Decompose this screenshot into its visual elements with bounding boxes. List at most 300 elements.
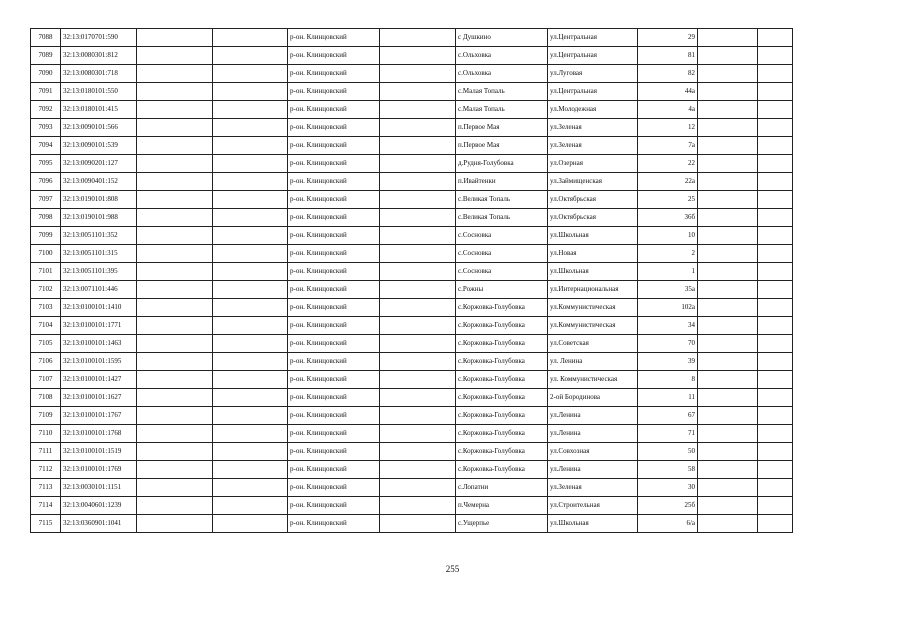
empty-cell (698, 407, 758, 425)
row-number-cell: 7096 (31, 173, 61, 191)
empty-cell (213, 47, 288, 65)
district-cell: р-он. Клинцовский (288, 191, 380, 209)
empty-cell (213, 515, 288, 533)
district-cell: р-он. Клинцовский (288, 335, 380, 353)
district-cell: р-он. Клинцовский (288, 209, 380, 227)
table-row (31, 407, 793, 425)
row-number-cell: 7095 (31, 155, 61, 173)
settlement-cell: с.Лопатни (456, 479, 548, 497)
empty-cell (137, 263, 213, 281)
empty-cell (698, 371, 758, 389)
street-cell: ул.Коммунистическая (548, 317, 638, 335)
street-cell: ул.Строительная (548, 497, 638, 515)
table-row (31, 317, 793, 335)
empty-cell (758, 101, 793, 119)
settlement-cell: с.Сосновка (456, 227, 548, 245)
row-number-cell: 7093 (31, 119, 61, 137)
page-number: 255 (445, 564, 460, 574)
house-number-cell: 30 (638, 479, 698, 497)
table-row (31, 191, 793, 209)
district-cell: р-он. Клинцовский (288, 443, 380, 461)
row-number-cell: 7100 (31, 245, 61, 263)
empty-cell (758, 29, 793, 47)
empty-cell (380, 155, 456, 173)
district-cell: р-он. Клинцовский (288, 497, 380, 515)
empty-cell (758, 443, 793, 461)
empty-cell (758, 47, 793, 65)
settlement-cell: с.Сосновка (456, 245, 548, 263)
empty-cell (137, 335, 213, 353)
cadastral-number-cell: 32:13:0051101:315 (61, 245, 137, 263)
empty-cell (380, 173, 456, 191)
cadastral-number-cell: 32:13:0090101:539 (61, 137, 137, 155)
empty-cell (380, 461, 456, 479)
district-cell: р-он. Клинцовский (288, 425, 380, 443)
empty-cell (698, 335, 758, 353)
street-cell: ул.Коммунистическая (548, 299, 638, 317)
street-cell: 2-ой Бородинова (548, 389, 638, 407)
table-row (31, 101, 793, 119)
house-number-cell: 67 (638, 407, 698, 425)
table-row (31, 83, 793, 101)
empty-cell (213, 209, 288, 227)
cadastral-number-cell: 32:13:0360901:1041 (61, 515, 137, 533)
house-number-cell: 11 (638, 389, 698, 407)
empty-cell (698, 137, 758, 155)
empty-cell (758, 299, 793, 317)
street-cell: ул.Ленина (548, 425, 638, 443)
house-number-cell: 58 (638, 461, 698, 479)
row-number-cell: 7101 (31, 263, 61, 281)
street-cell: ул.Совхозная (548, 443, 638, 461)
row-number-cell: 7109 (31, 407, 61, 425)
empty-cell (758, 137, 793, 155)
cadastral-number-cell: 32:13:0051101:352 (61, 227, 137, 245)
empty-cell (758, 479, 793, 497)
settlement-cell: с.Коржовка-Голубовка (456, 353, 548, 371)
empty-cell (380, 29, 456, 47)
empty-cell (137, 353, 213, 371)
empty-cell (380, 389, 456, 407)
empty-cell (758, 173, 793, 191)
house-number-cell: 4а (638, 101, 698, 119)
register-rows (31, 29, 793, 533)
empty-cell (380, 47, 456, 65)
street-cell: ул.Октябрьская (548, 209, 638, 227)
house-number-cell: 50 (638, 443, 698, 461)
empty-cell (213, 119, 288, 137)
empty-cell (380, 371, 456, 389)
table-row (31, 245, 793, 263)
house-number-cell: 1 (638, 263, 698, 281)
empty-cell (698, 497, 758, 515)
empty-cell (698, 191, 758, 209)
empty-cell (380, 65, 456, 83)
district-cell: р-он. Клинцовский (288, 371, 380, 389)
cadastral-number-cell: 32:13:0190101:988 (61, 209, 137, 227)
table-row (31, 461, 793, 479)
settlement-cell: с.Рожны (456, 281, 548, 299)
empty-cell (137, 245, 213, 263)
empty-cell (380, 83, 456, 101)
row-number-cell: 7104 (31, 317, 61, 335)
empty-cell (380, 335, 456, 353)
settlement-cell: с.Коржовка-Голубовка (456, 407, 548, 425)
empty-cell (758, 227, 793, 245)
table-row (31, 515, 793, 533)
empty-cell (698, 299, 758, 317)
house-number-cell: 39 (638, 353, 698, 371)
district-cell: р-он. Клинцовский (288, 263, 380, 281)
settlement-cell: с.Коржовка-Голубовка (456, 335, 548, 353)
cadastral-number-cell: 32:13:0190101:808 (61, 191, 137, 209)
street-cell: ул.Ленина (548, 461, 638, 479)
cadastral-number-cell: 32:13:0090101:566 (61, 119, 137, 137)
table-row (31, 155, 793, 173)
empty-cell (698, 29, 758, 47)
row-number-cell: 7098 (31, 209, 61, 227)
empty-cell (213, 281, 288, 299)
empty-cell (758, 155, 793, 173)
street-cell: ул.Озерная (548, 155, 638, 173)
empty-cell (380, 119, 456, 137)
table-row (31, 65, 793, 83)
district-cell: р-он. Клинцовский (288, 299, 380, 317)
house-number-cell: 82 (638, 65, 698, 83)
settlement-cell: с.Ущерпье (456, 515, 548, 533)
empty-cell (137, 101, 213, 119)
row-number-cell: 7111 (31, 443, 61, 461)
empty-cell (213, 101, 288, 119)
empty-cell (758, 335, 793, 353)
district-cell: р-он. Клинцовский (288, 29, 380, 47)
cadastral-number-cell: 32:13:0040601:1239 (61, 497, 137, 515)
district-cell: р-он. Клинцовский (288, 173, 380, 191)
table-row (31, 119, 793, 137)
table-row (31, 173, 793, 191)
empty-cell (213, 335, 288, 353)
street-cell: ул.Октябрьская (548, 191, 638, 209)
empty-cell (137, 281, 213, 299)
settlement-cell: с.Сосновка (456, 263, 548, 281)
empty-cell (380, 245, 456, 263)
settlement-cell: с.Малая Топаль (456, 83, 548, 101)
empty-cell (137, 497, 213, 515)
cadastral-number-cell: 32:13:0100101:1767 (61, 407, 137, 425)
settlement-cell: п.Первое Мая (456, 119, 548, 137)
empty-cell (137, 479, 213, 497)
empty-cell (698, 209, 758, 227)
empty-cell (698, 353, 758, 371)
street-cell: ул.Центральная (548, 83, 638, 101)
table-row (31, 335, 793, 353)
street-cell: ул.Молодежная (548, 101, 638, 119)
street-cell: ул.Зеленая (548, 119, 638, 137)
table-row (31, 227, 793, 245)
house-number-cell: 8 (638, 371, 698, 389)
empty-cell (137, 209, 213, 227)
street-cell: ул. Коммунистическая (548, 371, 638, 389)
street-cell: ул. Ленина (548, 353, 638, 371)
empty-cell (380, 353, 456, 371)
empty-cell (380, 299, 456, 317)
cadastral-number-cell: 32:13:0071101:446 (61, 281, 137, 299)
cadastral-number-cell: 32:13:0100101:1627 (61, 389, 137, 407)
house-number-cell: 25б (638, 497, 698, 515)
empty-cell (380, 515, 456, 533)
empty-cell (213, 371, 288, 389)
table-row (31, 209, 793, 227)
empty-cell (698, 155, 758, 173)
empty-cell (213, 155, 288, 173)
street-cell: ул.Школьная (548, 227, 638, 245)
street-cell: ул.Зеленая (548, 137, 638, 155)
row-number-cell: 7090 (31, 65, 61, 83)
settlement-cell: с.Коржовка-Голубовка (456, 299, 548, 317)
empty-cell (137, 407, 213, 425)
empty-cell (758, 65, 793, 83)
empty-cell (758, 353, 793, 371)
district-cell: р-он. Клинцовский (288, 47, 380, 65)
row-number-cell: 7112 (31, 461, 61, 479)
empty-cell (213, 65, 288, 83)
settlement-cell: с.Коржовка-Голубовка (456, 461, 548, 479)
empty-cell (213, 137, 288, 155)
empty-cell (758, 317, 793, 335)
district-cell: р-он. Клинцовский (288, 281, 380, 299)
empty-cell (698, 389, 758, 407)
table-row (31, 353, 793, 371)
empty-cell (698, 65, 758, 83)
empty-cell (380, 263, 456, 281)
empty-cell (213, 245, 288, 263)
cadastral-number-cell: 32:13:0100101:1519 (61, 443, 137, 461)
empty-cell (213, 227, 288, 245)
settlement-cell: с.Малая Топаль (456, 101, 548, 119)
empty-cell (758, 461, 793, 479)
register-table (30, 28, 793, 533)
street-cell: ул.Школьная (548, 515, 638, 533)
empty-cell (698, 443, 758, 461)
empty-cell (380, 443, 456, 461)
district-cell: р-он. Клинцовский (288, 479, 380, 497)
cadastral-number-cell: 32:13:0080301:812 (61, 47, 137, 65)
settlement-cell: с.Коржовка-Голубовка (456, 389, 548, 407)
house-number-cell: 35а (638, 281, 698, 299)
table-row (31, 47, 793, 65)
district-cell: р-он. Клинцовский (288, 245, 380, 263)
row-number-cell: 7114 (31, 497, 61, 515)
empty-cell (137, 173, 213, 191)
house-number-cell: 81 (638, 47, 698, 65)
house-number-cell: 6/а (638, 515, 698, 533)
empty-cell (380, 191, 456, 209)
house-number-cell: 12 (638, 119, 698, 137)
house-number-cell: 34 (638, 317, 698, 335)
cadastral-number-cell: 32:13:0090401:152 (61, 173, 137, 191)
district-cell: р-он. Клинцовский (288, 155, 380, 173)
empty-cell (698, 281, 758, 299)
street-cell: ул.Зеленая (548, 479, 638, 497)
empty-cell (213, 173, 288, 191)
empty-cell (698, 245, 758, 263)
house-number-cell: 22а (638, 173, 698, 191)
table-row (31, 371, 793, 389)
settlement-cell: с.Коржовка-Голубовка (456, 317, 548, 335)
empty-cell (137, 137, 213, 155)
row-number-cell: 7106 (31, 353, 61, 371)
cadastral-number-cell: 32:13:0100101:1427 (61, 371, 137, 389)
empty-cell (137, 191, 213, 209)
house-number-cell: 102а (638, 299, 698, 317)
table-row (31, 479, 793, 497)
row-number-cell: 7091 (31, 83, 61, 101)
empty-cell (213, 191, 288, 209)
empty-cell (758, 119, 793, 137)
street-cell: ул.Займищенская (548, 173, 638, 191)
row-number-cell: 7108 (31, 389, 61, 407)
table-row (31, 389, 793, 407)
table-row (31, 497, 793, 515)
empty-cell (137, 461, 213, 479)
cadastral-number-cell: 32:13:0090201:127 (61, 155, 137, 173)
cadastral-number-cell: 32:13:0180101:550 (61, 83, 137, 101)
empty-cell (380, 425, 456, 443)
empty-cell (698, 317, 758, 335)
empty-cell (137, 317, 213, 335)
empty-cell (137, 29, 213, 47)
empty-cell (380, 209, 456, 227)
empty-cell (380, 479, 456, 497)
district-cell: р-он. Клинцовский (288, 353, 380, 371)
empty-cell (758, 515, 793, 533)
empty-cell (698, 425, 758, 443)
empty-cell (758, 371, 793, 389)
district-cell: р-он. Клинцовский (288, 317, 380, 335)
table-row (31, 29, 793, 47)
empty-cell (698, 515, 758, 533)
empty-cell (137, 425, 213, 443)
row-number-cell: 7092 (31, 101, 61, 119)
house-number-cell: 29 (638, 29, 698, 47)
empty-cell (758, 281, 793, 299)
settlement-cell: д.Рудня-Голубовка (456, 155, 548, 173)
cadastral-number-cell: 32:13:0170701:590 (61, 29, 137, 47)
empty-cell (213, 263, 288, 281)
row-number-cell: 7110 (31, 425, 61, 443)
empty-cell (137, 299, 213, 317)
empty-cell (137, 227, 213, 245)
street-cell: ул.Школьная (548, 263, 638, 281)
row-number-cell: 7102 (31, 281, 61, 299)
district-cell: р-он. Клинцовский (288, 389, 380, 407)
table-row (31, 137, 793, 155)
empty-cell (758, 209, 793, 227)
district-cell: р-он. Клинцовский (288, 101, 380, 119)
empty-cell (137, 83, 213, 101)
row-number-cell: 7099 (31, 227, 61, 245)
house-number-cell: 2 (638, 245, 698, 263)
empty-cell (213, 83, 288, 101)
table-row (31, 425, 793, 443)
empty-cell (137, 389, 213, 407)
empty-cell (213, 29, 288, 47)
table-row (31, 263, 793, 281)
district-cell: р-он. Клинцовский (288, 227, 380, 245)
cadastral-number-cell: 32:13:0180101:415 (61, 101, 137, 119)
empty-cell (380, 101, 456, 119)
street-cell: ул.Ленина (548, 407, 638, 425)
empty-cell (698, 227, 758, 245)
settlement-cell: с.Ольховка (456, 47, 548, 65)
empty-cell (213, 299, 288, 317)
empty-cell (758, 83, 793, 101)
settlement-cell: п.Чемерна (456, 497, 548, 515)
empty-cell (380, 407, 456, 425)
table-row (31, 299, 793, 317)
row-number-cell: 7088 (31, 29, 61, 47)
settlement-cell: с.Великая Топаль (456, 191, 548, 209)
house-number-cell: 70 (638, 335, 698, 353)
row-number-cell: 7115 (31, 515, 61, 533)
house-number-cell: 44а (638, 83, 698, 101)
settlement-cell: п.Первое Мая (456, 137, 548, 155)
street-cell: ул.Центральная (548, 29, 638, 47)
row-number-cell: 7089 (31, 47, 61, 65)
empty-cell (758, 425, 793, 443)
empty-cell (698, 47, 758, 65)
empty-cell (380, 281, 456, 299)
empty-cell (698, 119, 758, 137)
empty-cell (758, 389, 793, 407)
house-number-cell: 7а (638, 137, 698, 155)
empty-cell (213, 389, 288, 407)
empty-cell (698, 173, 758, 191)
empty-cell (380, 137, 456, 155)
row-number-cell: 7105 (31, 335, 61, 353)
street-cell: ул.Центральная (548, 47, 638, 65)
settlement-cell: с Душкино (456, 29, 548, 47)
house-number-cell: 22 (638, 155, 698, 173)
row-number-cell: 7107 (31, 371, 61, 389)
street-cell: ул.Луговая (548, 65, 638, 83)
row-number-cell: 7097 (31, 191, 61, 209)
empty-cell (758, 407, 793, 425)
cadastral-number-cell: 32:13:0100101:1410 (61, 299, 137, 317)
empty-cell (213, 497, 288, 515)
district-cell: р-он. Клинцовский (288, 407, 380, 425)
house-number-cell: 36б (638, 209, 698, 227)
table-row (31, 443, 793, 461)
empty-cell (698, 461, 758, 479)
empty-cell (758, 497, 793, 515)
empty-cell (758, 191, 793, 209)
street-cell: ул.Советская (548, 335, 638, 353)
house-number-cell: 25 (638, 191, 698, 209)
cadastral-number-cell: 32:13:0100101:1771 (61, 317, 137, 335)
district-cell: р-он. Клинцовский (288, 65, 380, 83)
empty-cell (213, 317, 288, 335)
empty-cell (137, 371, 213, 389)
empty-cell (380, 497, 456, 515)
empty-cell (213, 461, 288, 479)
row-number-cell: 7113 (31, 479, 61, 497)
house-number-cell: 71 (638, 425, 698, 443)
empty-cell (137, 155, 213, 173)
empty-cell (698, 101, 758, 119)
empty-cell (137, 65, 213, 83)
settlement-cell: с.Ольховка (456, 65, 548, 83)
